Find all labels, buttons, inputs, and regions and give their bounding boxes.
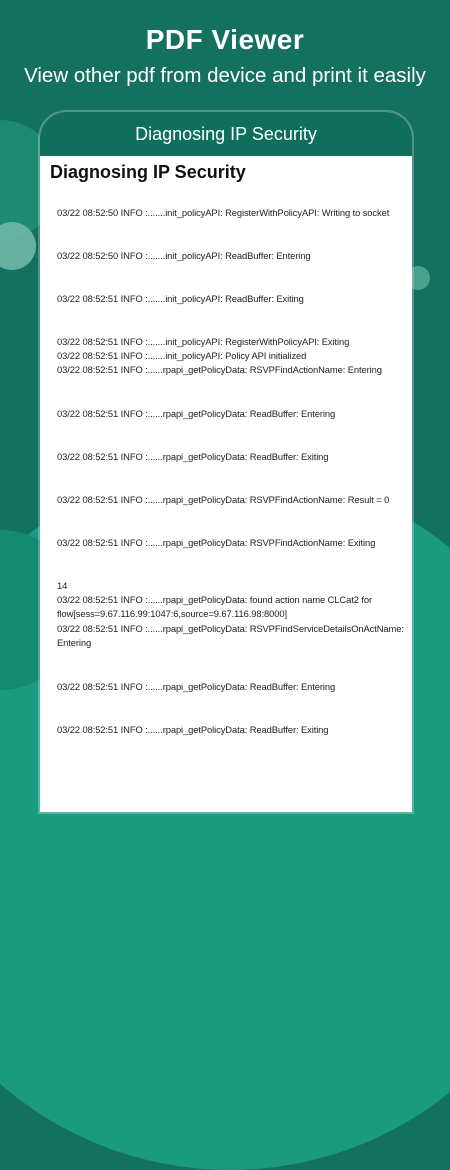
log-line: 03/22 08:52:51 INFO :......rpapi_getPolicyData: RSVPFindServiceDetailsOnActName: [57,623,404,634]
log-line: 03/22 08:52:51 INFO :.......init_policyAPI: ReadBuffer: Exiting [57,293,304,304]
log-line: 03/22 08:52:51 INFO :.......init_policyAPI: Policy API initialized [57,350,307,361]
toolbar-title: Diagnosing IP Security [135,124,317,144]
log-line: 03/22 08:52:50 INFO :.......init_policyAPI: RegisterWithPolicyAPI: Writing to socket [57,207,390,218]
log-line: 03/22 08:52:51 INFO :......rpapi_getPolicyData: ReadBuffer: Exiting [57,724,329,735]
log-line: 03/22 08:52:51 INFO :......rpapi_getPolicyData: ReadBuffer: Entering [57,681,336,692]
log-line: 03/22 08:52:50 INFO :.......init_policyAPI: ReadBuffer: Entering [57,250,311,261]
log-line: 03/22 08:52:51 INFO :.......init_policyAPI: RegisterWithPolicyAPI: Exiting [57,336,350,347]
promo-subtitle: View other pdf from device and print it easily [24,64,426,87]
log-line: 03/22 08:52:51 INFO :......rpapi_getPolicyData: ReadBuffer: Exiting [57,451,329,462]
log-line: 03/22 08:52:51 INFO :......rpapi_getPolicyData: RSVPFindActionName: Exiting [57,537,376,548]
log-line: Entering [57,637,92,648]
log-line: 03/22 08:52:51 INFO :......rpapi_getPolicyData: RSVPFindActionName: Entering [57,364,382,375]
log-line: 03/22 08:52:51 INFO :......rpapi_getPolicyData: RSVPFindActionName: Result = 0 [57,494,390,505]
app-toolbar [40,112,412,156]
log-line: 03/22 08:52:51 INFO :......rpapi_getPolicyData: ReadBuffer: Entering [57,408,336,419]
log-line: 03/22 08:52:51 INFO :......rpapi_getPolicyData: found action name CLCat2 for [57,594,372,605]
promo-title: PDF Viewer [145,24,305,55]
log-line: flow[sess=9.67.116.99:1047:6,source=9.67.116.98:8000] [57,608,287,619]
pdf-page[interactable] [40,156,412,812]
document-heading: Diagnosing IP Security [50,162,246,182]
phone-frame [40,112,412,812]
log-line: 14 [57,580,68,591]
